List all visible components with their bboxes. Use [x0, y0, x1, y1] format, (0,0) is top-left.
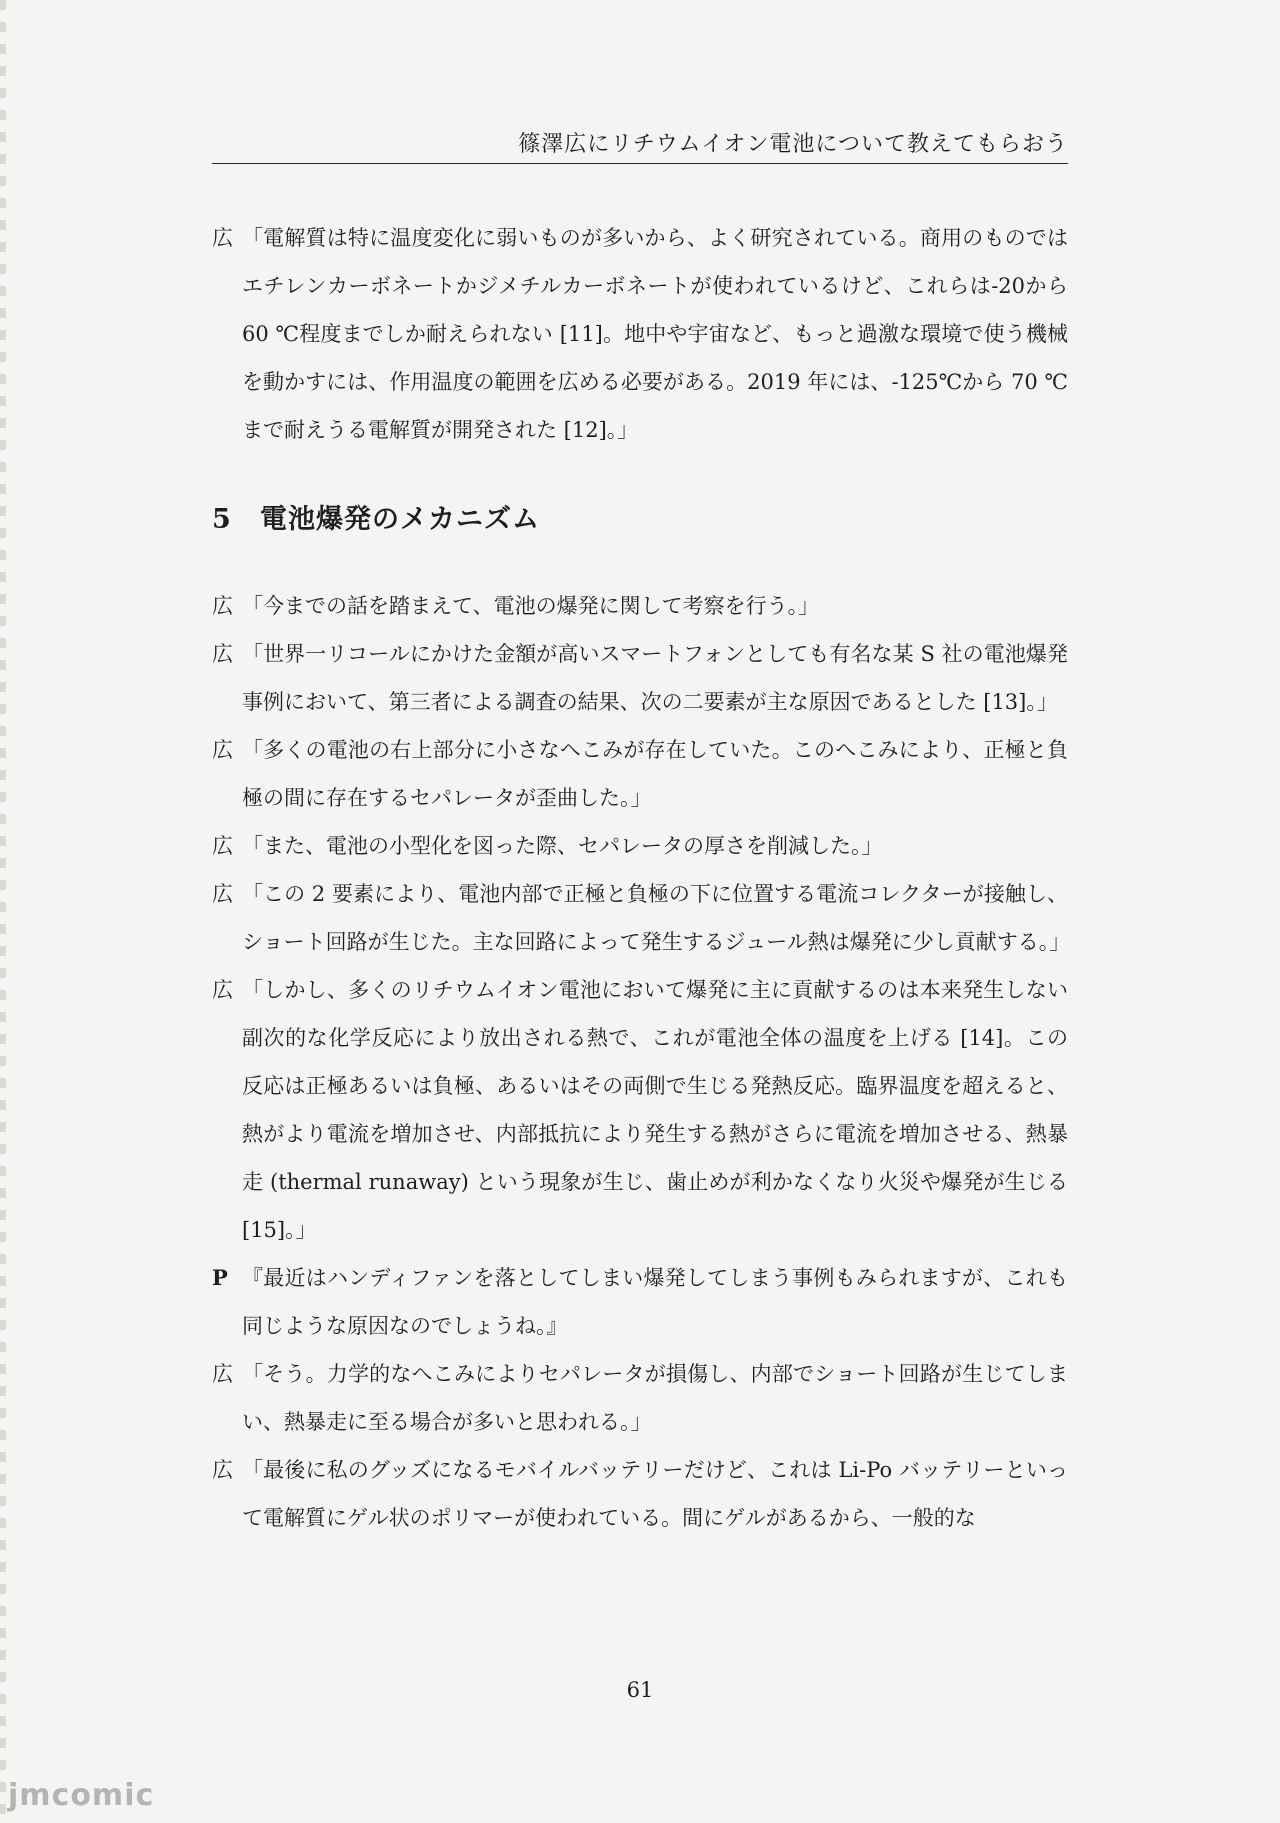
speaker-label: 広 [212, 882, 233, 906]
speaker-label: 広 [212, 226, 233, 250]
dialogue-paragraph [212, 822, 1068, 870]
dialogue-paragraph [212, 726, 1068, 822]
speaker-label: 広 [212, 738, 233, 762]
dialogue-text: 「今までの話を踏まえて、電池の爆発に関して考察を行う。」 [242, 594, 820, 618]
body-text [212, 214, 1071, 1542]
dialogue-paragraph [212, 966, 1068, 1254]
speaker-label: 広 [212, 642, 233, 666]
dialogue-text: 「電解質は特に温度変化に弱いものが多いから、よく研究されている。商用のものではエチレンカーボネートかジメチルカーボネートが使われているけど、これらは-20から 60 ℃程度までしか耐えられない [11]。地中や宇宙など、もっと過激な環境で使う機械を動かすには、作用温度の範囲を広める必要がある。2019 年には、-125℃から 70 ℃まで耐えうる電解質が開発された [12]。」 [242, 226, 1068, 442]
dialogue-text: 「世界一リコールにかけた金額が高いスマートフォンとしても有名な某 S 社の電池爆発事例において、第三者による調査の結果、次の二要素が主な原因であるとした [13]。」 [242, 642, 1068, 714]
speaker-label: 広 [212, 594, 233, 618]
dialogue-paragraph [212, 1446, 1068, 1542]
page-number: 61 [626, 1678, 654, 1702]
dialogue-paragraph [212, 870, 1071, 966]
running-header: 篠澤広にリチウムイオン電池について教えてもらおう [518, 132, 1068, 157]
dialogue-text: 「最後に私のグッズになるモバイルバッテリーだけど、これは Li-Po バッテリーといって電解質にゲル状のポリマーが使われている。間にゲルがあるから、一般的な [242, 1458, 1068, 1530]
speaker-label: 広 [212, 978, 233, 1002]
section-title: 電池爆発のメカニズム [260, 504, 540, 535]
dialogue-paragraph [212, 1254, 1068, 1350]
dialogue-text: 「多くの電池の右上部分に小さなへこみが存在していた。このへこみにより、正極と負極の間に存在するセパレータが歪曲した。」 [242, 738, 1068, 810]
dialogue-paragraph [212, 630, 1068, 726]
section-heading [212, 500, 1068, 540]
watermark-logo: jmcomic [8, 1778, 155, 1813]
dialogue-text: 「この 2 要素により、電池内部で正極と負極の下に位置する電流コレクターが接触し、ショート回路が生じた。主な回路によって発生するジュール熱は爆発に少し貢献する。」 [242, 882, 1071, 954]
binding-edge [0, 0, 6, 1823]
header-rule [212, 163, 1068, 164]
speaker-label: 広 [212, 1362, 233, 1386]
dialogue-paragraph [212, 1350, 1068, 1446]
dialogue-paragraph [212, 214, 1068, 454]
speaker-label: P [212, 1265, 228, 1290]
dialogue-text: 『最近はハンディファンを落としてしまい爆発してしまう事例もみられますが、これも同じような原因なのでしょうね。』 [242, 1266, 1068, 1338]
dialogue-text: 「そう。力学的なへこみによりセパレータが損傷し、内部でショート回路が生じてしまい、熱暴走に至る場合が多いと思われる。」 [242, 1362, 1068, 1434]
speaker-label: 広 [212, 834, 233, 858]
speaker-label: 広 [212, 1458, 233, 1482]
dialogue-paragraph [212, 582, 1068, 630]
dialogue-text: 「しかし、多くのリチウムイオン電池において爆発に主に貢献するのは本来発生しない副次的な化学反応により放出される熱で、これが電池全体の温度を上げる [14]。この反応は正極あるいは負極、あるいはその両側で生じる発熱反応。臨界温度を超えると、熱がより電流を増加させ、内部抵抗により発生する熱がさらに電流を増加させる、熱暴走 (thermal runaway) という現象が生じ、歯止めが利かなくなり火災や爆発が生じる [15]。」 [242, 978, 1068, 1242]
section-number: 5 [212, 504, 232, 535]
dialogue-text: 「また、電池の小型化を図った際、セパレータの厚さを削減した。」 [242, 834, 883, 858]
